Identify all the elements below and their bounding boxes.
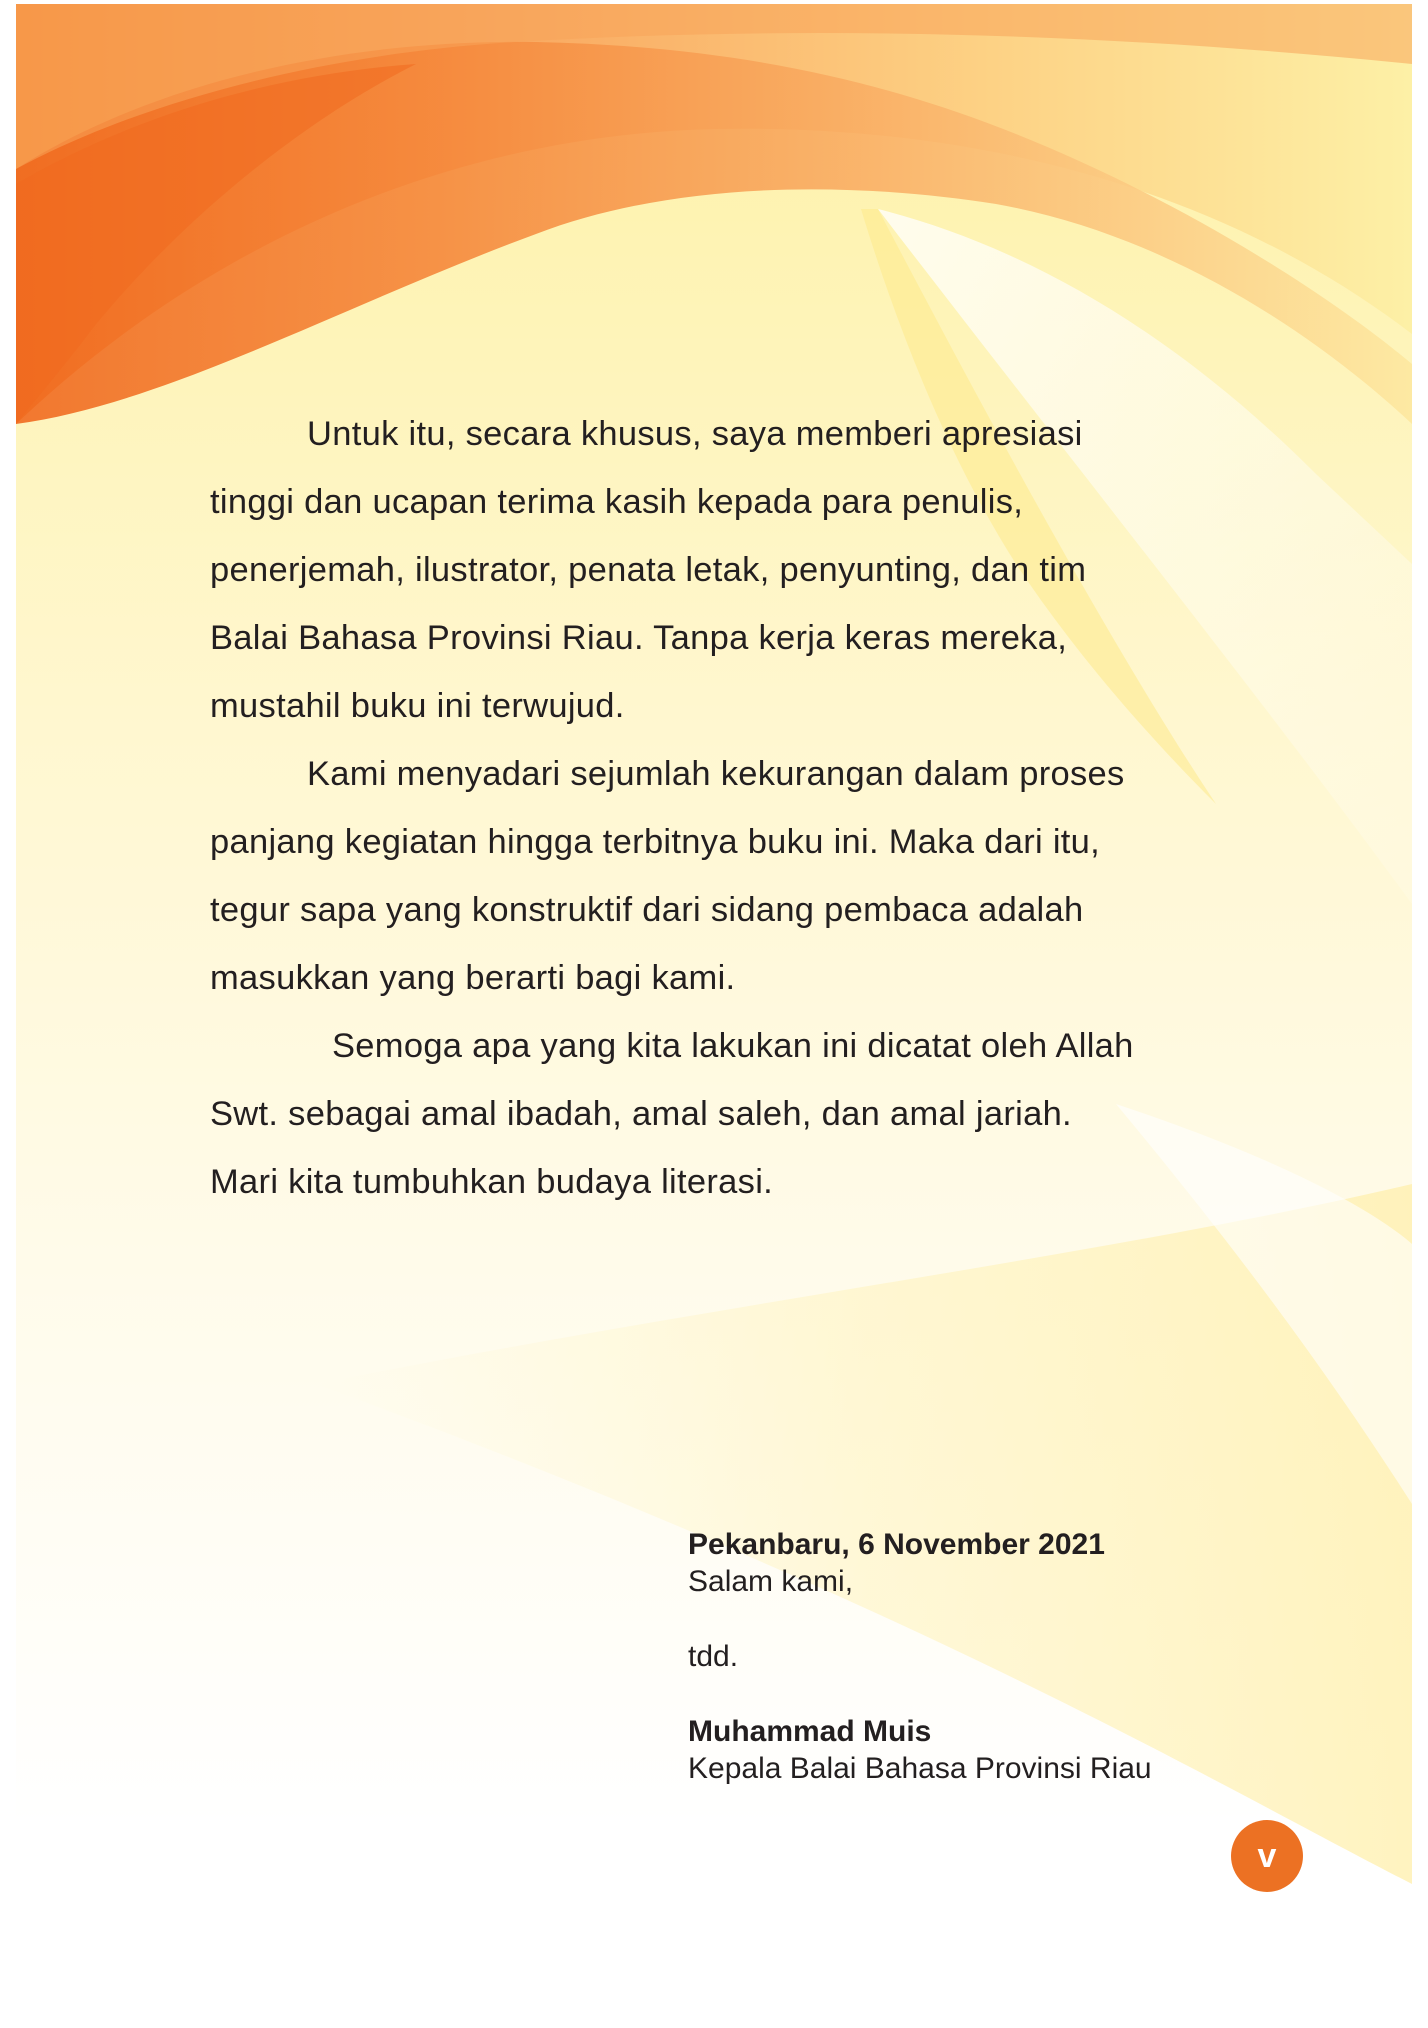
text-line: Kami menyadari sejumlah kekurangan dalam proses [307,755,1125,793]
page-number-badge [1231,1820,1303,1892]
paragraph-acknowledgement [210,400,1210,740]
text-line: tegur sapa yang konstruktif dari sidang pembaca adalah [210,891,1084,929]
signed-mark: tdd. [688,1640,739,1673]
page-number: v [1257,1836,1277,1875]
text-line: penerjemah, ilustrator, penata letak, penyunting, dan tim [210,551,1087,589]
signatory-title: Kepala Balai Bahasa Provinsi Riau [688,1752,1152,1785]
place-date: Pekanbaru, 6 November 2021 [688,1528,1105,1561]
spacer [688,1675,1152,1713]
closing-salutation: Salam kami, [688,1565,854,1598]
paragraph-shortcomings [210,740,1210,1012]
text-line: panjang kegiatan hingga terbitnya buku ini. Maka dari itu, [210,823,1101,861]
text-line: Balai Bahasa Provinsi Riau. Tanpa kerja keras mereka, [210,619,1068,657]
spacer [688,1600,1152,1638]
signature-block [688,1526,1152,1787]
text-line: Swt. sebagai amal ibadah, amal saleh, dan amal jariah. [210,1095,1072,1133]
text-line: Untuk itu, secara khusus, saya memberi apresiasi [307,415,1083,453]
text-line: Mari kita tumbuhkan budaya literasi. [210,1163,774,1201]
body-text [210,400,1210,1216]
text-line: masukkan yang berarti bagi kami. [210,959,736,997]
text-line: tinggi dan ucapan terima kasih kepada para penulis, [210,483,1024,521]
document-page [16,4,1412,2028]
paragraph-closing-prayer [210,1012,1210,1216]
signatory-name: Muhammad Muis [688,1715,932,1748]
text-line: mustahil buku ini terwujud. [210,687,625,725]
text-line: Semoga apa yang kita lakukan ini dicatat oleh Allah [332,1027,1134,1065]
